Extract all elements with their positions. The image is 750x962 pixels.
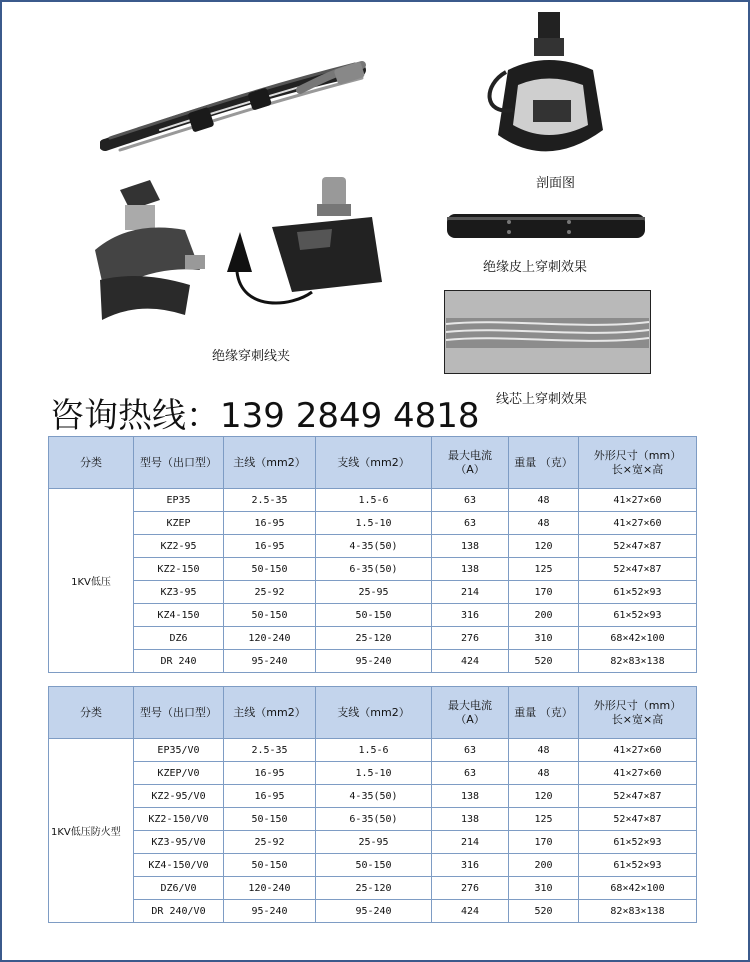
cell-main-line: 95-240 xyxy=(224,900,316,923)
cell-size: 41×27×60 xyxy=(579,762,697,785)
cell-model: DZ6 xyxy=(134,627,224,650)
cell-weight: 200 xyxy=(509,604,579,627)
cell-size: 52×47×87 xyxy=(579,785,697,808)
cell-weight: 125 xyxy=(509,558,579,581)
cell-branch-line: 95-240 xyxy=(316,650,432,673)
header-size-dims: 长×宽×高 xyxy=(611,712,664,726)
insulation-pierce-photo xyxy=(447,212,645,240)
table-row xyxy=(49,512,697,535)
cell-main-line: 16-95 xyxy=(224,535,316,558)
header-model: 型号（出口型） xyxy=(134,437,224,489)
cell-model: EP35/V0 xyxy=(134,739,224,762)
table-row xyxy=(49,762,697,785)
cell-model: KZ2-95/V0 xyxy=(134,785,224,808)
header-max-current-unit: （A） xyxy=(455,712,485,726)
table-body-fireproof xyxy=(49,739,697,923)
cell-size: 41×27×60 xyxy=(579,489,697,512)
cell-weight: 520 xyxy=(509,650,579,673)
cell-max-current: 138 xyxy=(432,558,509,581)
cell-model: KZ3-95 xyxy=(134,581,224,604)
cell-branch-line: 4-35(50) xyxy=(316,535,432,558)
cell-weight: 120 xyxy=(509,535,579,558)
header-main-line: 主线（mm2） xyxy=(224,437,316,489)
cell-weight: 200 xyxy=(509,854,579,877)
table-row xyxy=(49,831,697,854)
cell-max-current: 214 xyxy=(432,831,509,854)
cell-weight: 310 xyxy=(509,877,579,900)
caption-core-pierce: 线芯上穿刺效果 xyxy=(496,392,588,407)
cell-model: KZ4-150/V0 xyxy=(134,854,224,877)
header-size xyxy=(579,437,697,489)
table-row xyxy=(49,581,697,604)
cell-branch-line: 25-120 xyxy=(316,877,432,900)
header-branch-line: 支线（mm2） xyxy=(316,687,432,739)
cell-weight: 48 xyxy=(509,762,579,785)
header-weight: 重量 （克） xyxy=(509,437,579,489)
cell-size: 68×42×100 xyxy=(579,627,697,650)
cell-branch-line: 25-95 xyxy=(316,581,432,604)
cell-max-current: 424 xyxy=(432,650,509,673)
cell-model: KZ2-150/V0 xyxy=(134,808,224,831)
cell-branch-line: 6-35(50) xyxy=(316,558,432,581)
cell-size: 52×47×87 xyxy=(579,535,697,558)
cell-size: 61×52×93 xyxy=(579,581,697,604)
cell-main-line: 50-150 xyxy=(224,604,316,627)
header-size xyxy=(579,687,697,739)
cell-main-line: 16-95 xyxy=(224,762,316,785)
cell-branch-line: 1.5-6 xyxy=(316,489,432,512)
cell-max-current: 214 xyxy=(432,581,509,604)
header-weight: 重量 （克） xyxy=(509,687,579,739)
cell-size: 61×52×93 xyxy=(579,854,697,877)
cell-size: 52×47×87 xyxy=(579,808,697,831)
cell-max-current: 63 xyxy=(432,512,509,535)
cell-weight: 120 xyxy=(509,785,579,808)
cell-main-line: 16-95 xyxy=(224,785,316,808)
cable-bundle-photo xyxy=(100,50,370,160)
header-branch-line: 支线（mm2） xyxy=(316,437,432,489)
header-category: 分类 xyxy=(49,437,134,489)
cell-main-line: 120-240 xyxy=(224,627,316,650)
cell-max-current: 424 xyxy=(432,900,509,923)
header-main-line: 主线（mm2） xyxy=(224,687,316,739)
cell-size: 52×47×87 xyxy=(579,558,697,581)
cell-main-line: 50-150 xyxy=(224,854,316,877)
cell-weight: 310 xyxy=(509,627,579,650)
caption-section-view: 剖面图 xyxy=(536,176,576,191)
header-max-current xyxy=(432,687,509,739)
cell-size: 68×42×100 xyxy=(579,877,697,900)
header-size-label: 外形尺寸（mm） xyxy=(593,698,682,712)
cell-size: 41×27×60 xyxy=(579,739,697,762)
cell-model: DR 240/V0 xyxy=(134,900,224,923)
table-row xyxy=(49,489,697,512)
cell-model: KZ2-150 xyxy=(134,558,224,581)
cell-max-current: 138 xyxy=(432,808,509,831)
cell-branch-line: 50-150 xyxy=(316,604,432,627)
cell-size: 82×83×138 xyxy=(579,650,697,673)
table-row xyxy=(49,900,697,923)
table-row xyxy=(49,808,697,831)
caption-insulation-pierce: 绝缘皮上穿刺效果 xyxy=(483,260,588,275)
table-row xyxy=(49,854,697,877)
spec-table-standard xyxy=(48,436,697,673)
caption-clamp: 绝缘穿刺线夹 xyxy=(212,349,291,364)
cell-model: KZEP xyxy=(134,512,224,535)
cell-size: 82×83×138 xyxy=(579,900,697,923)
cell-weight: 170 xyxy=(509,831,579,854)
cell-max-current: 316 xyxy=(432,854,509,877)
clamp-photo-1 xyxy=(90,170,210,330)
cell-weight: 48 xyxy=(509,489,579,512)
cell-max-current: 276 xyxy=(432,877,509,900)
category-cell: 1KV低压防火型 xyxy=(49,739,134,923)
cell-main-line: 25-92 xyxy=(224,581,316,604)
cell-main-line: 25-92 xyxy=(224,831,316,854)
cell-max-current: 63 xyxy=(432,489,509,512)
table-header-row xyxy=(49,437,697,489)
cell-main-line: 2.5-35 xyxy=(224,739,316,762)
cell-branch-line: 1.5-10 xyxy=(316,762,432,785)
cell-main-line: 50-150 xyxy=(224,808,316,831)
table-row xyxy=(49,785,697,808)
table-row xyxy=(49,535,697,558)
cell-branch-line: 25-120 xyxy=(316,627,432,650)
cell-weight: 48 xyxy=(509,739,579,762)
cell-model: DZ6/V0 xyxy=(134,877,224,900)
cell-branch-line: 50-150 xyxy=(316,854,432,877)
category-cell: 1KV低压 xyxy=(49,489,134,673)
cell-max-current: 63 xyxy=(432,762,509,785)
header-max-current-label: 最大电流 xyxy=(448,698,492,712)
cell-model: KZEP/V0 xyxy=(134,762,224,785)
table-header-row xyxy=(49,687,697,739)
cell-max-current: 63 xyxy=(432,739,509,762)
table-row xyxy=(49,877,697,900)
cell-model: KZ2-95 xyxy=(134,535,224,558)
table-row xyxy=(49,627,697,650)
cell-model: KZ4-150 xyxy=(134,604,224,627)
cell-main-line: 16-95 xyxy=(224,512,316,535)
cell-size: 61×52×93 xyxy=(579,831,697,854)
cell-max-current: 138 xyxy=(432,785,509,808)
cell-main-line: 2.5-35 xyxy=(224,489,316,512)
header-max-current xyxy=(432,437,509,489)
header-max-current-unit: （A） xyxy=(455,462,485,476)
hotline-text: 咨询热线：139 2849 4818 xyxy=(50,396,480,436)
cell-size: 41×27×60 xyxy=(579,512,697,535)
header-category: 分类 xyxy=(49,687,134,739)
cell-branch-line: 95-240 xyxy=(316,900,432,923)
cell-max-current: 316 xyxy=(432,604,509,627)
cell-model: KZ3-95/V0 xyxy=(134,831,224,854)
cell-size: 61×52×93 xyxy=(579,604,697,627)
table-body-standard xyxy=(49,489,697,673)
core-pierce-photo xyxy=(444,290,651,374)
cell-branch-line: 6-35(50) xyxy=(316,808,432,831)
header-model: 型号（出口型） xyxy=(134,687,224,739)
cell-max-current: 276 xyxy=(432,627,509,650)
cell-weight: 170 xyxy=(509,581,579,604)
cell-model: DR 240 xyxy=(134,650,224,673)
header-max-current-label: 最大电流 xyxy=(448,448,492,462)
cell-max-current: 138 xyxy=(432,535,509,558)
header-size-dims: 长×宽×高 xyxy=(611,462,664,476)
clamp-photo-2 xyxy=(212,172,392,322)
cell-branch-line: 25-95 xyxy=(316,831,432,854)
cross-section-photo xyxy=(478,10,618,170)
table-row xyxy=(49,604,697,627)
cell-weight: 48 xyxy=(509,512,579,535)
table-row xyxy=(49,558,697,581)
table-row xyxy=(49,739,697,762)
cell-main-line: 50-150 xyxy=(224,558,316,581)
header-size-label: 外形尺寸（mm） xyxy=(593,448,682,462)
cell-branch-line: 4-35(50) xyxy=(316,785,432,808)
cell-branch-line: 1.5-6 xyxy=(316,739,432,762)
cell-branch-line: 1.5-10 xyxy=(316,512,432,535)
table-row xyxy=(49,650,697,673)
cell-main-line: 95-240 xyxy=(224,650,316,673)
cell-weight: 520 xyxy=(509,900,579,923)
cell-model: EP35 xyxy=(134,489,224,512)
cell-weight: 125 xyxy=(509,808,579,831)
spec-table-fireproof xyxy=(48,686,697,923)
cell-main-line: 120-240 xyxy=(224,877,316,900)
